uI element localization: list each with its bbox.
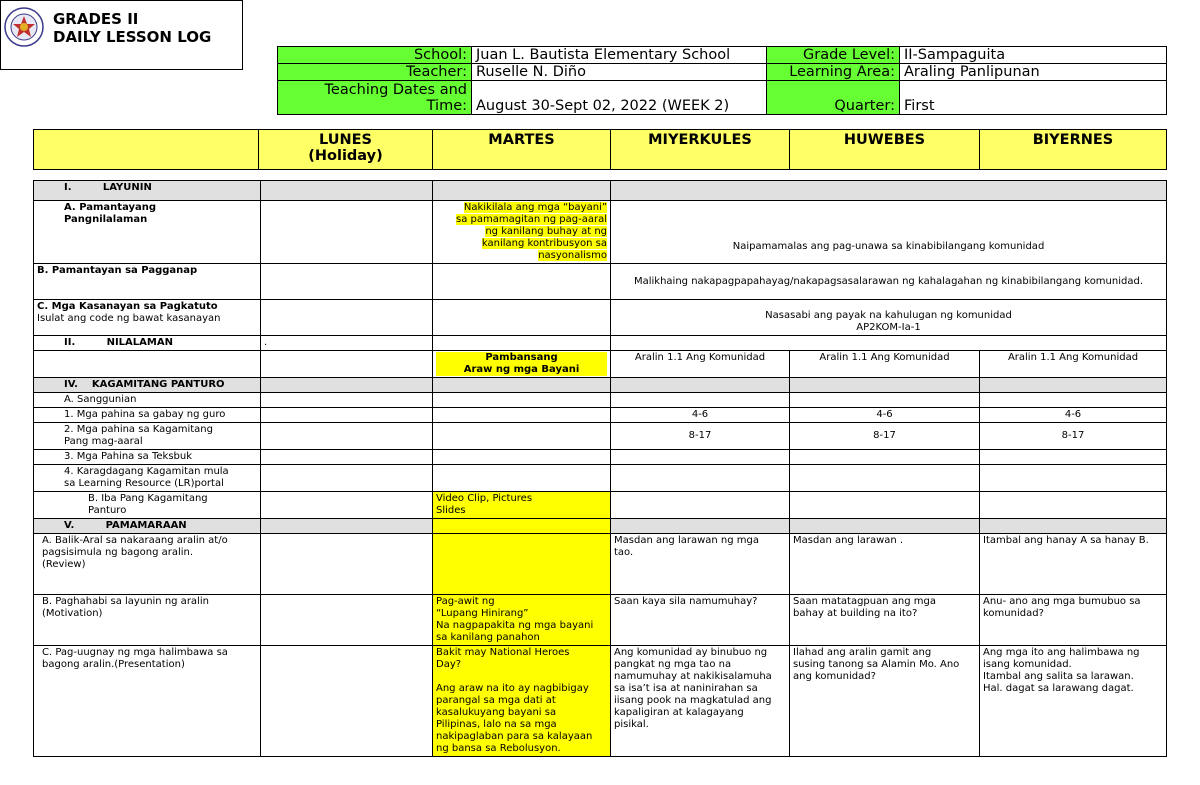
table-row (34, 336, 1167, 351)
dates-label-line1: Teaching Dates and (324, 81, 467, 98)
lesson-table (33, 180, 1166, 757)
table-row (34, 378, 1167, 393)
pamamaraan-label: V. PAMAMARAAN (34, 519, 261, 534)
table-row (34, 408, 1167, 423)
balik-miyerkules: Masdan ang larawan ng mga tao. (611, 534, 790, 595)
paghahabi-martes: Pag-awit ng “Lupang Hinirang” Na nagpapakita ng mga bayani sa kanilang panahon (433, 595, 611, 646)
nilalaman-biyernes: Aralin 1.1 Ang Komunidad (980, 351, 1167, 378)
table-row (34, 534, 1167, 595)
table-row (34, 300, 1167, 336)
day-huwebes: HUWEBES (790, 130, 980, 170)
lesson-log-title-block (0, 0, 243, 70)
grade-value: II-Sampaguita (900, 47, 1167, 64)
day-miyerkules: MIYERKULES (611, 130, 790, 170)
deped-seal-icon (4, 7, 44, 47)
grade-label: Grade Level: (767, 47, 900, 64)
balik-huwebes: Masdan ang larawan . (790, 534, 980, 595)
gabay-biyernes: 4-6 (980, 408, 1167, 423)
title-grade: GRADES II (53, 10, 139, 28)
dates-label-line2: Time: (426, 97, 467, 114)
table-row (34, 595, 1167, 646)
table-row (34, 264, 1167, 300)
pag-uugnay-biyernes: Ang mga ito ang halimbawa ng isang komunidad. Itambal ang salita sa larawan. Hal. dagat sa larawang dagat. (980, 646, 1167, 757)
pamantayang-martes: Nakikilala ang mga “bayani” sa pamamagitan ng pag-aaral ng kanilang buhay at ng kanilang kontribusyon sa nasyonalismo (433, 201, 611, 264)
day-martes: MARTES (433, 130, 611, 170)
day-biyernes: BIYERNES (980, 130, 1167, 170)
table-row (34, 646, 1167, 757)
sanggunian-label: A. Sanggunian (34, 393, 261, 408)
pagganap-label: B. Pamantayan sa Pagganap (34, 264, 261, 300)
paghahabi-label: B. Paghahabi sa layunin ng aralin (Motivation) (34, 595, 261, 646)
pamantayang-label: A. Pamantayang Pangnilalaman (34, 201, 261, 264)
layunin-label: I. LAYUNIN (34, 181, 261, 201)
table-row (34, 181, 1167, 201)
pag-uugnay-miyerkules: Ang komunidad ay binubuo ng pangkat ng mga tao na namumuhay at nakikisalamuha sa isa’t isa at naninirahan sa iisang pook na magkatulad ang kapaligiran at kalagayang pisikal. (611, 646, 790, 757)
teacher-label: Teacher: (278, 64, 472, 81)
paghahabi-miyerkules: Saan kaya sila namumuhay? (611, 595, 790, 646)
paghahabi-biyernes: Anu- ano ang mga bumubuo sa komunidad? (980, 595, 1167, 646)
nilalaman-label: II. NILALAMAN (34, 336, 261, 351)
day-lunes-label: LUNES (319, 132, 372, 148)
school-label: School: (278, 47, 472, 64)
pag-uugnay-huwebes: Ilahad ang aralin gamit ang susing tanong sa Alamin Mo. Ano ang komunidad? (790, 646, 980, 757)
dates-value: August 30-Sept 02, 2022 (WEEK 2) (472, 81, 767, 115)
table-row (34, 465, 1167, 492)
nilalaman-miyerkules: Aralin 1.1 Ang Komunidad (611, 351, 790, 378)
iba-martes: Video Clip, Pictures Slides (433, 492, 611, 519)
quarter-label: Quarter: (767, 81, 900, 115)
balik-biyernes: Itambal ang hanay A sa hanay B. (980, 534, 1167, 595)
kagamitan-label: IV. KAGAMITANG PANTURO (34, 378, 261, 393)
paghahabi-huwebes: Saan matatagpuan ang mga bahay at building na ito? (790, 595, 980, 646)
area-value: Araling Panlipunan (900, 64, 1167, 81)
table-row (34, 351, 1167, 378)
day-lunes-note: (Holiday) (308, 148, 383, 164)
balik-label: A. Balik-Aral sa nakaraang aralin at/o pagsisimula ng bagong aralin. (Review) (34, 534, 261, 595)
gabay-label: 1. Mga pahina sa gabay ng guro (34, 408, 261, 423)
day-header-row (33, 129, 1166, 170)
nilalaman-huwebes: Aralin 1.1 Ang Komunidad (790, 351, 980, 378)
dates-label (278, 81, 472, 115)
gabay-huwebes: 4-6 (790, 408, 980, 423)
iba-label: B. Iba Pang Kagamitang Panturo (34, 492, 261, 519)
kasanayan-rest: Nasasabi ang payak na kahulugan ng komunidad AP2KOM-Ia-1 (611, 300, 1167, 336)
page-title (53, 10, 211, 46)
school-value: Juan L. Bautista Elementary School (472, 47, 767, 64)
area-label: Learning Area: (767, 64, 900, 81)
table-row (34, 201, 1167, 264)
kagamitang-huwebes: 8-17 (790, 423, 980, 450)
table-row (34, 519, 1167, 534)
day-lunes (259, 130, 433, 170)
kagamitang-miyerkules: 8-17 (611, 423, 790, 450)
kagamitang-biyernes: 8-17 (980, 423, 1167, 450)
pamantayang-rest: Naipamamalas ang pag-unawa sa kinabibilangang komunidad (611, 201, 1167, 264)
table-row (34, 393, 1167, 408)
kagamitang-label: 2. Mga pahina sa Kagamitang Pang mag-aaral (34, 423, 261, 450)
nilalaman-lunes: . (261, 336, 433, 351)
day-header-blank (34, 130, 259, 170)
title-log: DAILY LESSON LOG (53, 28, 212, 46)
kasanayan-label: C. Mga Kasanayan sa Pagkatuto Isulat ang code ng bawat kasanayan (34, 300, 261, 336)
teacher-value: Ruselle N. Diño (472, 64, 767, 81)
karagdagang-label: 4. Karagdagang Kagamitan mula sa Learning Resource (LR)portal (34, 465, 261, 492)
pag-uugnay-label: C. Pag-uugnay ng mga halimbawa sa bagong aralin.(Presentation) (34, 646, 261, 757)
table-row (34, 450, 1167, 465)
table-row (34, 423, 1167, 450)
pagganap-rest: Malikhaing nakapagpapahayag/nakapagsasalarawan ng kahalagahan ng kinabibilangang komunidad. (611, 264, 1167, 300)
table-row (34, 492, 1167, 519)
pag-uugnay-martes: Bakit may National Heroes Day? Ang araw na ito ay nagbibigay parangal sa mga dati at kasalukuyang bayani sa Pilipinas, lalo na sa mga nakipaglaban para sa kalayaan ng bansa sa Rebolusyon. (433, 646, 611, 757)
nilalaman-martes: Pambansang Araw ng mga Bayani (433, 351, 611, 378)
header-info-grid (277, 46, 1166, 114)
quarter-value: First (900, 81, 1167, 115)
gabay-miyerkules: 4-6 (611, 408, 790, 423)
teksbuk-label: 3. Mga Pahina sa Teksbuk (34, 450, 261, 465)
